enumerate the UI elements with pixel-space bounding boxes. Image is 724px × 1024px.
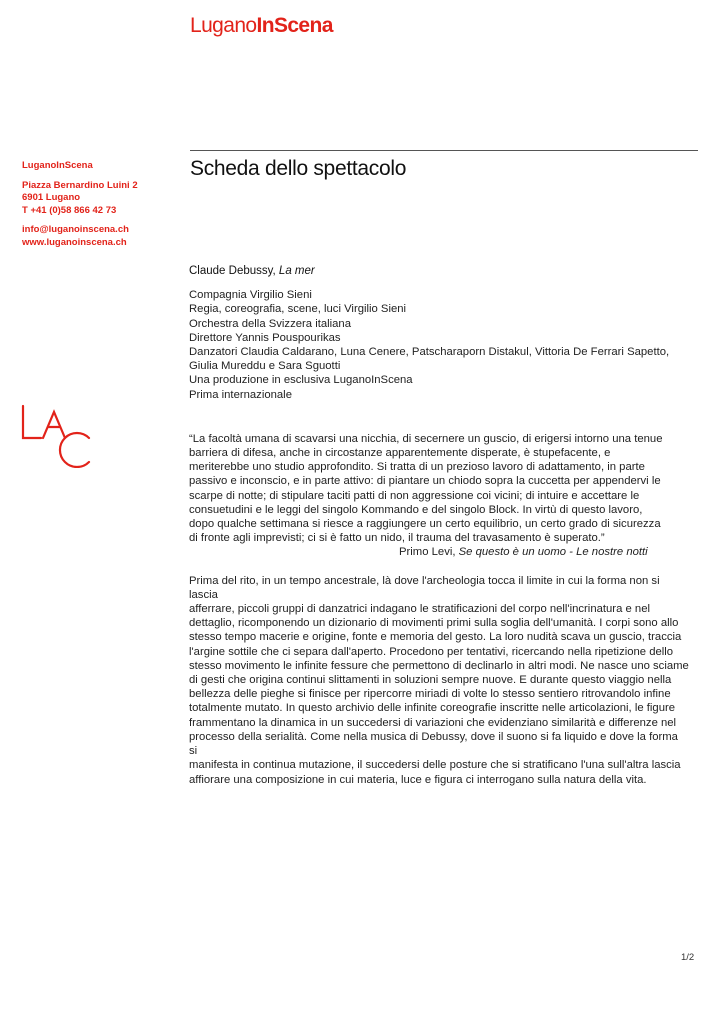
work-author: Claude Debussy, xyxy=(189,265,279,277)
credit-line: Una produzione in esclusiva LuganoInScena xyxy=(189,374,413,387)
quote-citation xyxy=(399,545,689,559)
citation-author: Primo Levi, xyxy=(399,546,459,559)
address-line-1: Piazza Bernardino Luini 2 xyxy=(22,179,138,191)
credit-line: Giulia Mureddu e Sara Sguotti xyxy=(189,360,341,373)
page-title: Scheda dello spettacolo xyxy=(190,157,407,180)
logo-light-text: Lugano xyxy=(190,14,257,37)
quote-text: “La facoltà umana di scavarsi una nicchia, di secernere un guscio, di erigersi intorno una tenue barriera di difesa, anche in circostanze apparentemente disperate, è stupefacente, e meriterebbe uno studio approfondito. Si tratta di un prezioso lavoro di adattamento, in parte passivo e inconscio, e in parte attivo: di piantare un chiodo sopra la cuccetta per appendervi le scarpe di notte; di stipulare taciti patti di non aggressione coi vicini; di intuire e accettare le consuetudini e le leggi del singolo Kommando e del singolo Block. In virtù di questo lavoro, dopo qualche settimana si riesce a raggiungere un certo equilibrio, un certo grado di sicurezza di fronte agli imprevisti; ci si è fatto un nido, il trauma del travasamento è superato.” xyxy=(189,432,663,545)
brand-logo xyxy=(190,14,333,38)
credit-line: Regia, coreografia, scene, luci Virgilio Sieni xyxy=(189,303,407,316)
logo-bold-text: InScena xyxy=(256,14,333,37)
page-number: 1/2 xyxy=(681,952,695,963)
credit-line: Prima internazionale xyxy=(189,388,292,401)
main-content xyxy=(189,264,689,787)
header-rule xyxy=(190,150,698,151)
website-link[interactable]: www.luganoinscena.ch xyxy=(22,236,127,248)
body-paragraph: Prima del rito, in un tempo ancestrale, là dove l'archeologia tocca il limite in cui la forma non si lascia afferrare, piccoli gruppi di danzatrici indagano le stratificazioni del corpo nell'incrinatura e nel dettaglio, ricomponendo un dizionario di movimenti primi sulla soglia dell'umanità. I corpi sono allo stesso tempo macerie e origine, fonte e memoria del gesto. La loro nudità scava un guscio, traccia l'argine sottile che ci separa dall'aperto. Procedono per tentativi, ricercando nella ripetizione dello stesso movimento le infinite fessure che permettono di declinarlo in altri modi. Ne nasce uno sciame di gesti che origina continui slittamenti in soluzioni sempre nuove. E durante questo viaggio nella bellezza delle pieghe si finisce per ripercorre miriadi di volte lo stesso sentiero ritrovandolo infine totalmente mutato. In questo archivio delle infinite coreografie inscritte nelle articolazioni, le figure frammentano la dinamica in un succedersi di variazioni che evidenziano similarità e differenze nel processo della serialità. Come nella musica di Debussy, dove il suono si fa liquido e dove la forma si manifesta in continua mutazione, il succedersi delle posture che si stratificano l'una sull'altra lascia affiorare una composizione in cui materia, luce e figura ci interrogano sulla natura della vita. xyxy=(189,574,689,786)
credit-line: Compagnia Virgilio Sieni xyxy=(189,289,312,302)
credits-list xyxy=(189,288,689,402)
sidebar-contact xyxy=(22,160,182,250)
org-name: LuganoInScena xyxy=(22,160,93,171)
credit-line: Danzatori Claudia Caldarano, Luna Cenere, Patscharaporn Distakul, Vittoria De Ferrari Sapetto, xyxy=(189,346,670,359)
lac-logo-icon xyxy=(20,402,94,468)
work-title: La mer xyxy=(278,265,315,277)
citation-work: Se questo è un uomo - Le nostre notti xyxy=(458,546,648,559)
address-line-2: 6901 Lugano xyxy=(22,192,81,204)
credit-line: Orchestra della Svizzera italiana xyxy=(189,317,351,330)
phone: T +41 (0)58 866 42 73 xyxy=(22,204,117,216)
work-heading xyxy=(189,264,689,278)
email-link[interactable]: info@luganoinscena.ch xyxy=(22,224,129,236)
credit-line: Direttore Yannis Pouspourikas xyxy=(189,331,341,344)
